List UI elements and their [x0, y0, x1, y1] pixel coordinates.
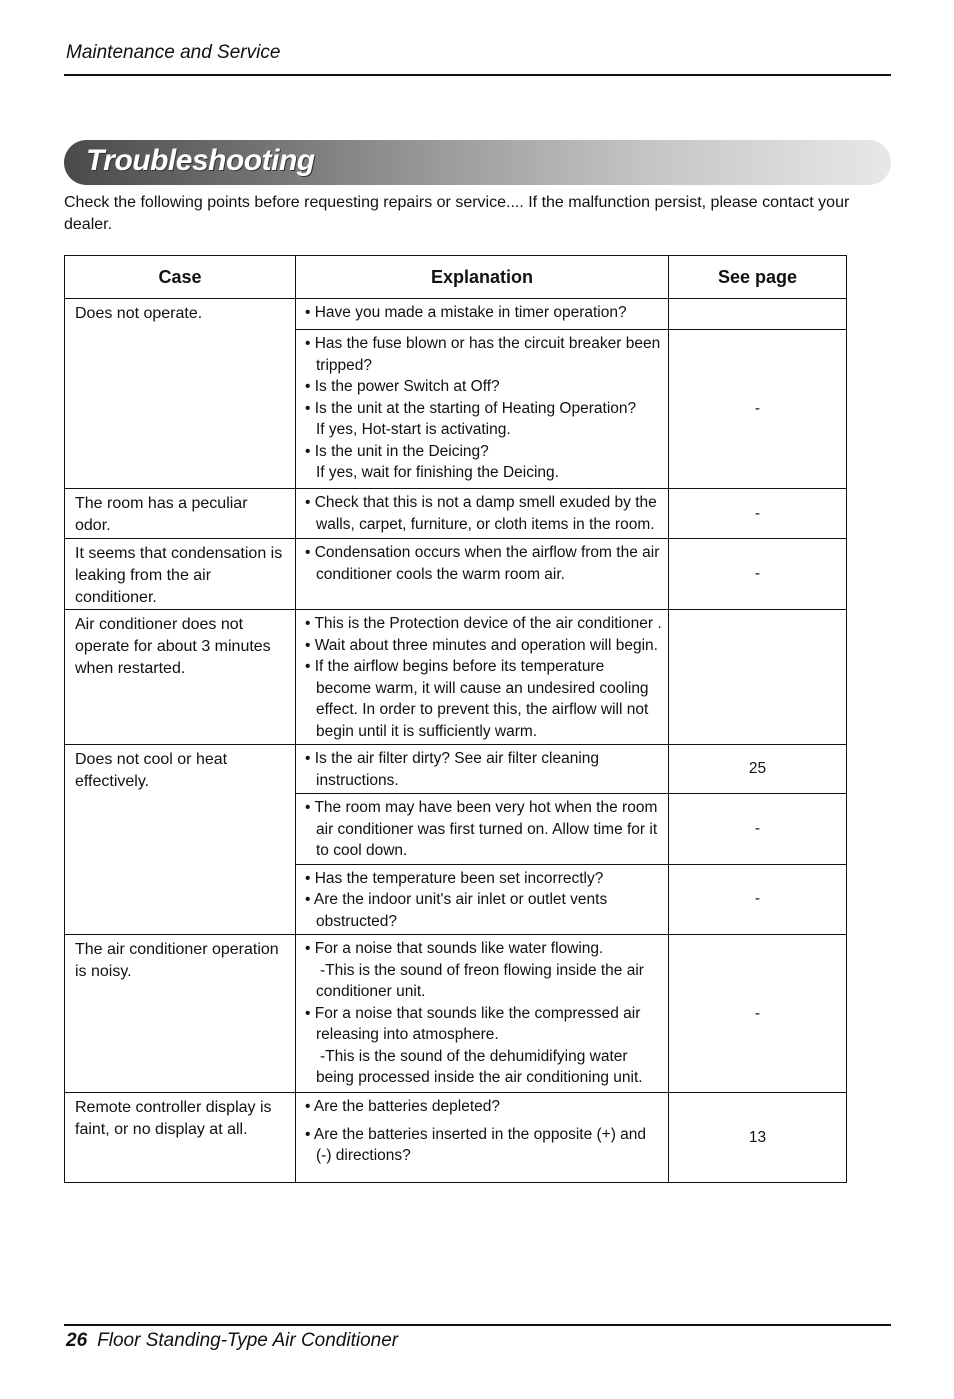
header-title: Maintenance and Service — [66, 42, 281, 63]
explanation-line: • Condensation occurs when the airflow from the air conditioner cools the warm room air. — [305, 544, 660, 583]
explanation-cell — [296, 794, 669, 865]
page-cell: - — [669, 864, 847, 935]
explanation-line: • Wait about three minutes and operation will begin. — [305, 636, 658, 654]
page-cell: - — [669, 330, 847, 489]
case-cell: It seems that condensation is leaking from the air conditioner. — [65, 539, 296, 610]
footer-title: Floor Standing-Type Air Conditioner — [97, 1330, 399, 1351]
explanation-line: -This is the sound of freon flowing inside the air conditioner unit. — [316, 961, 644, 1000]
case-cell: Air conditioner does not operate for about 3 minutes when restarted. — [65, 610, 296, 745]
explanation-cell — [296, 610, 669, 745]
table-row — [65, 610, 847, 745]
explanation-line: • Is the power Switch at Off? — [305, 378, 500, 395]
table-header-row — [65, 256, 847, 299]
page-cell — [669, 610, 847, 745]
case-cell: The room has a peculiar odor. — [65, 489, 296, 539]
explanation-cell — [296, 539, 669, 610]
explanation-cell — [296, 330, 669, 489]
explanation-cell — [296, 935, 669, 1093]
explanation-line: • Are the indoor unit's air inlet or outlet vents obstructed? — [305, 891, 608, 930]
explanation-line: • Has the fuse blown or has the circuit breaker been tripped? — [305, 335, 661, 374]
case-cell: Remote controller display is faint, or no display at all. — [65, 1093, 296, 1183]
header-case: Case — [65, 256, 296, 299]
explanation-line: If yes, Hot-start is activating. — [316, 421, 511, 438]
case-cell: Does not operate. — [65, 299, 296, 489]
explanation-line: • If the airflow begins before its temperature become warm, it will cause an undesired cooling effect. In order to prevent this, the airflow will not begin until it is sufficiently warm. — [305, 658, 649, 740]
explanation-cell — [296, 745, 669, 794]
explanation-line: • Are the batteries depleted? — [305, 1098, 501, 1115]
explanation-line: • Are the batteries inserted in the opposite (+) and (-) directions? — [305, 1125, 647, 1164]
page-cell: - — [669, 539, 847, 610]
page-cell: - — [669, 794, 847, 865]
page-cell: - — [669, 489, 847, 539]
explanation-cell — [296, 489, 669, 539]
header-divider — [64, 74, 891, 76]
section-banner — [64, 140, 891, 185]
case-cell: Does not cool or heat effectively. — [65, 745, 296, 935]
footer — [66, 1330, 398, 1352]
explanation-line: If yes, wait for finishing the Deicing. — [316, 464, 559, 481]
table-row — [65, 935, 847, 1093]
header-explanation: Explanation — [296, 256, 669, 299]
page-cell: 25 — [669, 745, 847, 794]
explanation-line: • The room may have been very hot when the room air conditioner was first turned on. Allow time for it to cool down. — [305, 799, 658, 859]
case-cell: The air conditioner operation is noisy. — [65, 935, 296, 1093]
table-row — [65, 745, 847, 794]
section-title: Troubleshooting — [86, 144, 315, 177]
explanation-line: • This is the Protection device of the air conditioner . — [305, 615, 662, 632]
header-see-page: See page — [669, 256, 847, 299]
explanation-line: • For a noise that sounds like water flowing. — [305, 940, 604, 957]
explanation-line: • Have you made a mistake in timer operation? — [305, 304, 627, 321]
explanation-line: -This is the sound of the dehumidifying water being processed inside the air conditioning unit. — [316, 1047, 643, 1086]
explanation-line: • Is the unit at the starting of Heating Operation? — [305, 399, 637, 417]
table-row — [65, 539, 847, 610]
table-row — [65, 1093, 847, 1183]
explanation-line: • For a noise that sounds like the compressed air releasing into atmosphere. — [305, 1004, 641, 1043]
explanation-cell — [296, 1093, 669, 1183]
page-cell: - — [669, 935, 847, 1093]
page-number: 26 — [66, 1330, 88, 1351]
explanation-cell — [296, 864, 669, 935]
table-row — [65, 299, 847, 330]
page-cell: 13 — [669, 1093, 847, 1183]
explanation-line: • Is the unit in the Deicing? — [305, 442, 489, 460]
footer-divider — [64, 1324, 891, 1326]
table-row — [65, 489, 847, 539]
explanation-line: • Is the air filter dirty? See air filter cleaning instructions. — [305, 750, 600, 789]
explanation-line: • Has the temperature been set incorrectly? — [305, 869, 604, 887]
page-cell — [669, 299, 847, 330]
explanation-cell — [296, 299, 669, 330]
explanation-line: • Check that this is not a damp smell exuded by the walls, carpet, furniture, or cloth items in the room. — [305, 494, 657, 533]
intro-text: Check the following points before requesting repairs or service.... If the malfunction persist, please contact your dealer. — [64, 194, 850, 233]
troubleshooting-table — [64, 255, 847, 1183]
